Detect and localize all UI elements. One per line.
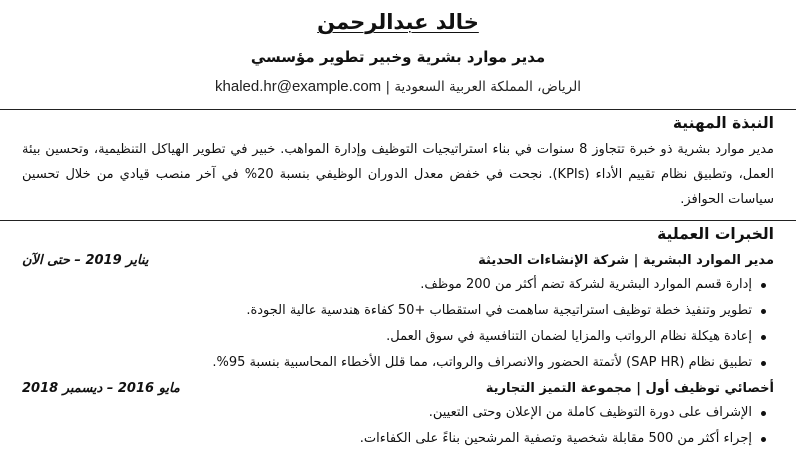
resume-header bbox=[22, 8, 774, 97]
summary-text: مدير موارد بشرية ذو خبرة تتجاوز 8 سنوات في بناء استراتيجيات التوظيف وإدارة المواهب. خبير في تطوير الهياكل التنظيمية، وتحسين بيئة العمل، وتطبيق نظام تقييم الأداء (KPIs). نجحت في خفض معدل الدوران الوظيفي بنسبة 20% في آخر منصب قيادي من خلال تحسين سياسات الحوافز. bbox=[22, 142, 775, 207]
job-header bbox=[22, 250, 774, 272]
job-bullets bbox=[22, 400, 774, 452]
list-item: الإشراف على دورة التوظيف كاملة من الإعلان وحتى التعيين. bbox=[22, 400, 752, 426]
resume-page bbox=[0, 8, 800, 468]
job-date: مايو 2016 – ديسمبر 2018 bbox=[22, 381, 180, 396]
job-date: يناير 2019 – حتى الآن bbox=[22, 253, 149, 268]
candidate-title: مدير موارد بشرية وخبير تطوير مؤسسي bbox=[250, 48, 546, 66]
summary-heading: النبذة المهنية bbox=[672, 114, 774, 132]
list-item: إجراء أكثر من 500 مقابلة شخصية وتصفية المرشحين بناءً على الكفاءات. bbox=[22, 426, 752, 452]
job-entry bbox=[22, 378, 774, 452]
list-item: تطبيق نظام (SAP HR) لأتمتة الحضور والانصراف والرواتب، مما قلل الأخطاء المحاسبية بنسبة 95%. bbox=[22, 350, 752, 376]
job-header bbox=[22, 378, 774, 400]
experience-heading: الخبرات العملية bbox=[657, 225, 774, 243]
contact-separator: | bbox=[385, 79, 391, 95]
list-item: تطوير وتنفيذ خطة توظيف استراتيجية ساهمت في استقطاب +50 كفاءة هندسية عالية الجودة. bbox=[22, 298, 752, 324]
candidate-name: خالد عبدالرحمن bbox=[317, 10, 479, 34]
job-title: مدير الموارد البشرية | شركة الإنشاءات الحديثة bbox=[478, 253, 774, 268]
list-item: إدارة قسم الموارد البشرية لشركة تضم أكثر من 200 موظف. bbox=[22, 272, 752, 298]
email-link[interactable]: khaled.hr@example.com bbox=[215, 78, 382, 95]
job-entry bbox=[22, 250, 774, 376]
location-text: الرياض، المملكة العربية السعودية bbox=[394, 79, 581, 95]
list-item: إعادة هيكلة نظام الرواتب والمزايا لضمان التنافسية في سوق العمل. bbox=[22, 324, 752, 350]
contact-line bbox=[22, 77, 774, 97]
job-bullets bbox=[22, 272, 774, 376]
job-title: أخصائي توظيف أول | مجموعة التميز التجارية bbox=[485, 381, 774, 396]
